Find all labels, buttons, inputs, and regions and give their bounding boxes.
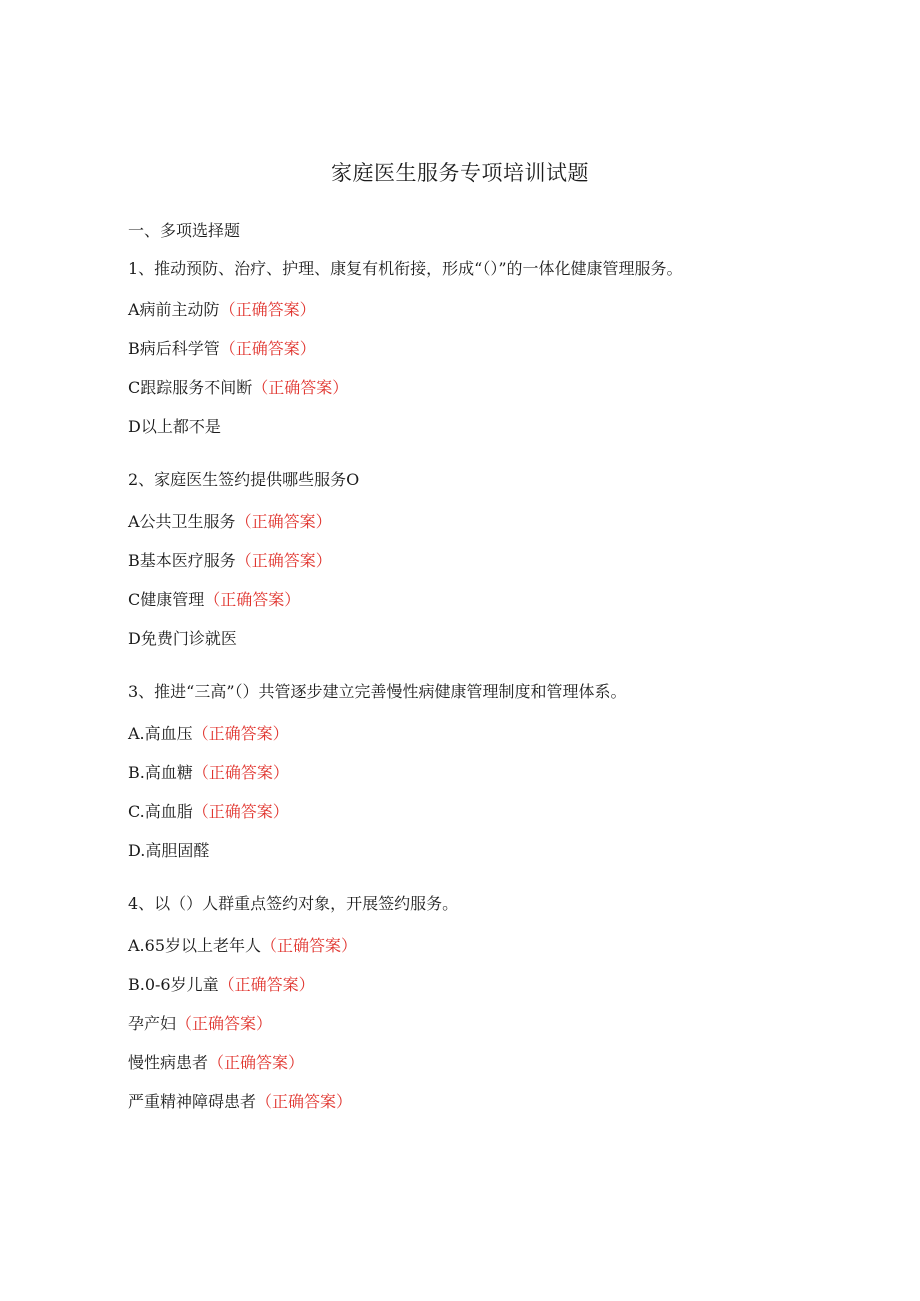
correct-answer-tag: （正确答案） [218, 975, 315, 994]
option-label: C.高血脂 [128, 802, 193, 821]
question-3-option-b[interactable] [128, 761, 289, 785]
question-2-option-c[interactable] [128, 588, 300, 612]
option-label: B.高血糖 [128, 763, 193, 782]
option-label: 孕产妇 [128, 1014, 177, 1033]
option-label: D以上都不是 [128, 417, 221, 436]
question-1-text: 1、推动预防、治疗、护理、康复有机衔接，形成“（）”的一体化健康管理服务。 [128, 259, 683, 278]
question-2-option-d[interactable] [128, 627, 237, 651]
option-label: B病后科学管 [128, 339, 220, 358]
option-label: 严重精神障碍患者 [128, 1092, 257, 1111]
question-1-option-a[interactable] [128, 298, 316, 322]
option-label: A.高血压 [128, 724, 193, 743]
question-2-option-a[interactable] [128, 510, 332, 534]
question-3-text: 3、推进“三高”（）共管逐步建立完善慢性病健康管理制度和管理体系。 [128, 682, 627, 701]
question-2-text: 2、家庭医生签约提供哪些服务O [128, 470, 360, 489]
correct-answer-tag: （正确答案） [235, 512, 332, 531]
question-4-option-b[interactable] [128, 973, 315, 997]
option-label: B.0-6岁儿童 [128, 975, 219, 994]
correct-answer-tag: （正确答案） [256, 1092, 353, 1111]
option-label: A病前主动防 [128, 300, 220, 319]
question-4-option-a[interactable] [128, 934, 357, 958]
question-1-option-b[interactable] [128, 337, 316, 361]
correct-answer-tag: （正确答案） [204, 590, 301, 609]
question-4-option-c[interactable] [128, 1012, 272, 1036]
question-4-text: 4、以（）人群重点签约对象，开展签约服务。 [128, 894, 459, 913]
option-label: C健康管理 [128, 590, 205, 609]
correct-answer-tag: （正确答案） [235, 551, 332, 570]
correct-answer-tag: （正确答案） [176, 1014, 273, 1033]
section-heading: 一、多项选择题 [128, 221, 241, 240]
question-4-option-e[interactable] [128, 1090, 352, 1114]
question-3-option-d[interactable] [128, 839, 209, 863]
option-label: C跟踪服务不间断 [128, 378, 253, 397]
option-label: A.65岁以上老年人 [128, 936, 262, 955]
correct-answer-tag: （正确答案） [192, 763, 289, 782]
correct-answer-tag: （正确答案） [192, 724, 289, 743]
option-label: A公共卫生服务 [128, 512, 236, 531]
correct-answer-tag: （正确答案） [219, 339, 316, 358]
correct-answer-tag: （正确答案） [219, 300, 316, 319]
page-title: 家庭医生服务专项培训试题 [331, 161, 589, 185]
option-label: 慢性病患者 [128, 1053, 209, 1072]
correct-answer-tag: （正确答案） [208, 1053, 305, 1072]
question-1-option-c[interactable] [128, 376, 348, 400]
correct-answer-tag: （正确答案） [192, 802, 289, 821]
correct-answer-tag: （正确答案） [252, 378, 349, 397]
option-label: D.高胆固醛 [128, 841, 210, 860]
option-label: B基本医疗服务 [128, 551, 236, 570]
question-1-option-d[interactable] [128, 415, 221, 439]
correct-answer-tag: （正确答案） [261, 936, 358, 955]
option-label: D免费门诊就医 [128, 629, 237, 648]
question-4-option-d[interactable] [128, 1051, 304, 1075]
question-3-option-c[interactable] [128, 800, 289, 824]
question-3-option-a[interactable] [128, 722, 289, 746]
question-2-option-b[interactable] [128, 549, 332, 573]
